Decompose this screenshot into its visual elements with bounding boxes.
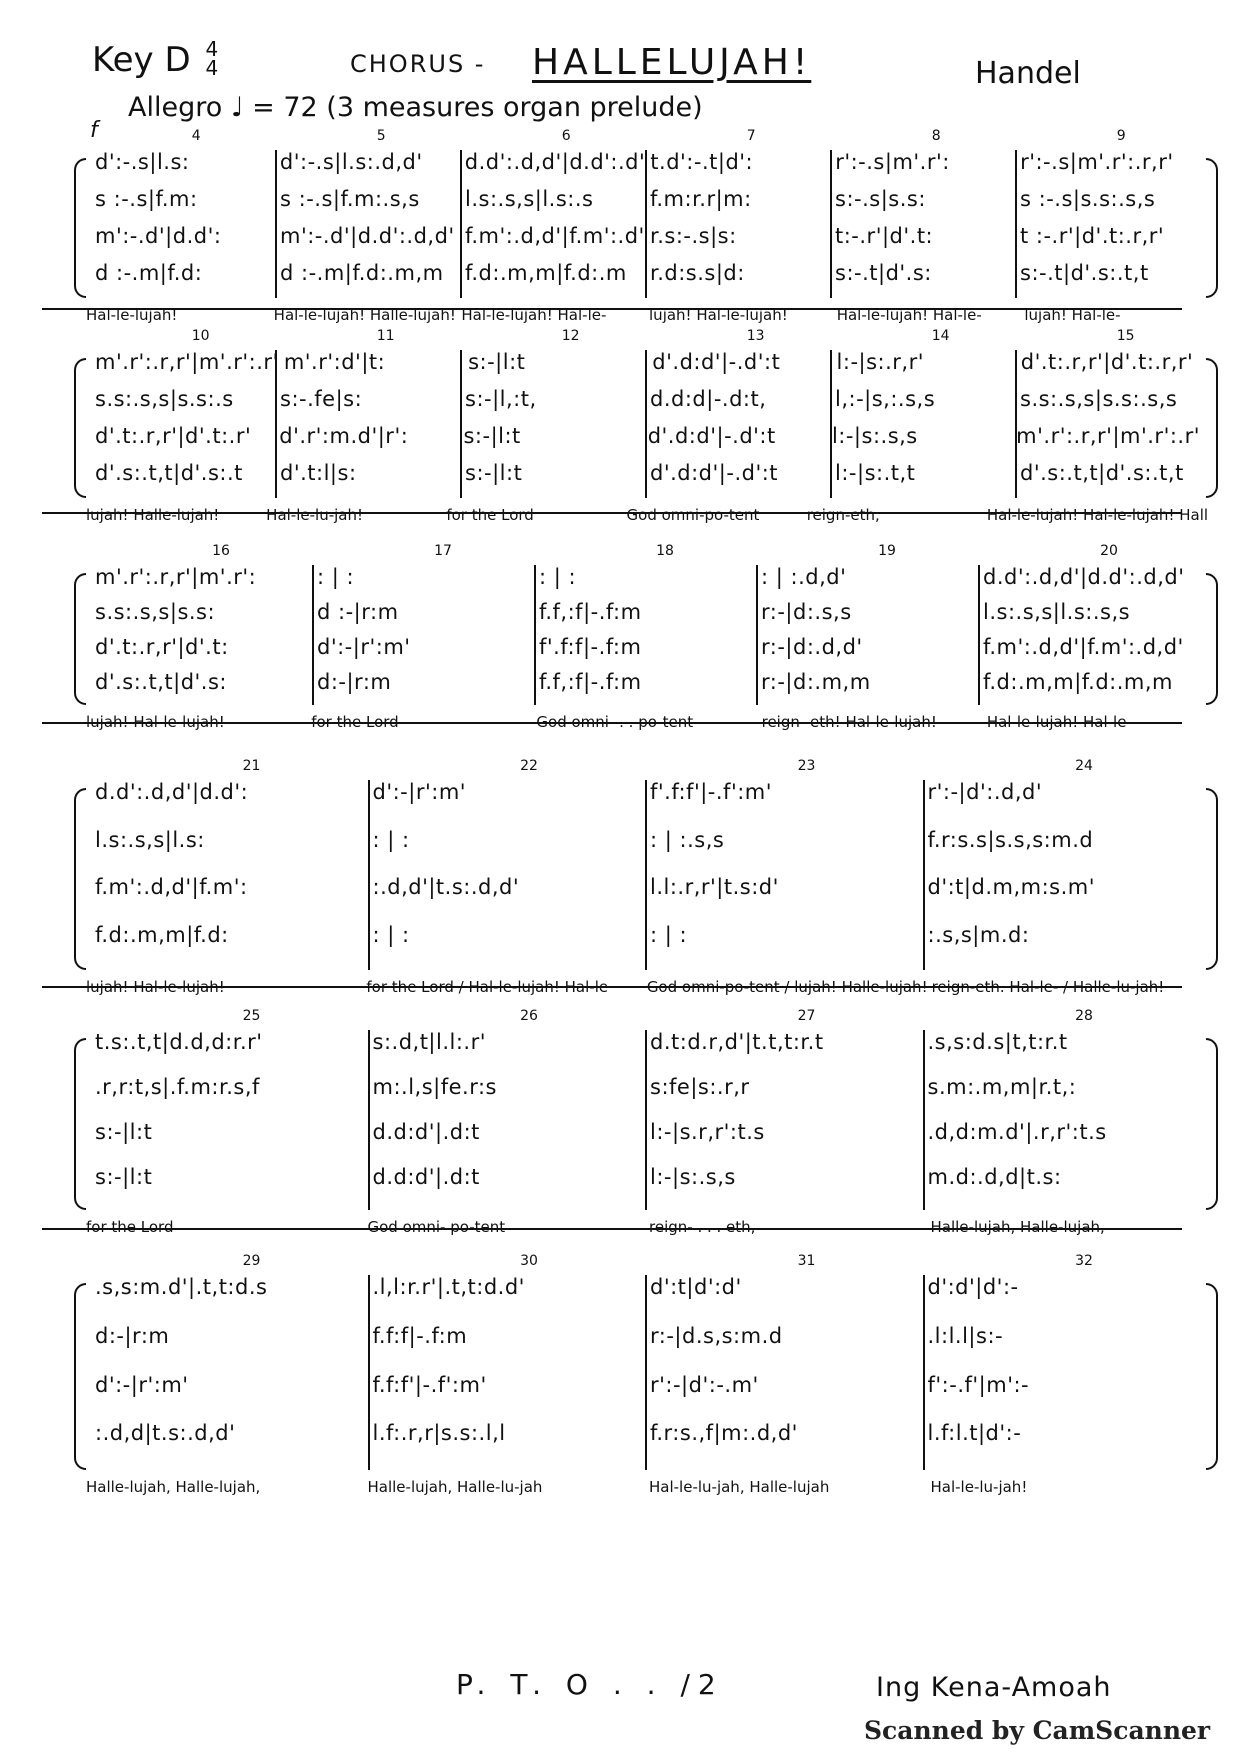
solfa-measure: d':-.s|l.s: — [95, 150, 190, 174]
voice-line-tenor — [90, 875, 1200, 907]
solfa-measure: : | :.d,d' — [761, 565, 847, 589]
solfa-measure: l.s:.s,s|l.s:.s,s — [983, 600, 1131, 624]
solfa-measure: m':-.d'|d.d':.d,d' — [280, 224, 455, 248]
lyric-text: Hal-le-lujah! Halle-lujah! — [273, 306, 456, 324]
solfa-measure: :.d,d'|t.s:.d,d' — [372, 875, 520, 899]
solfa-measure: d :-.m|f.d:.m,m — [280, 261, 444, 285]
voice-line-tenor — [90, 1373, 1200, 1405]
solfa-measure: f.d:.m,m|f.d:.m — [465, 261, 627, 285]
time-signature-bottom: 4 — [205, 56, 219, 80]
solfa-measure: s:-|l:t — [95, 1120, 153, 1144]
solfa-measure: r':-.s|m'.r':.r,r' — [1020, 150, 1174, 174]
lyric-text: Hal-le-lujah! Hal-le- — [986, 713, 1132, 731]
key-label: Key D — [92, 40, 191, 80]
left-brace — [74, 158, 86, 298]
measure-number: 9 — [1116, 128, 1126, 144]
solfa-measure: l:-|s:.s,s — [650, 1165, 736, 1189]
measure-number: 23 — [797, 758, 816, 774]
measure-number: 5 — [376, 128, 386, 144]
solfa-measure: f.m':.d,d'|f.m':.d' — [465, 224, 645, 248]
solfa-measure: d.d:d'|.d:t — [372, 1120, 480, 1144]
solfa-measure: f.f,:f|-.f:m — [539, 600, 642, 624]
lyric-text: Hal-le-lujah! Hal-le- — [836, 306, 982, 324]
voice-line-bass — [90, 1165, 1200, 1197]
measure-number: 31 — [797, 1253, 816, 1269]
measure-number: 21 — [242, 758, 261, 774]
solfa-measure: d:-|r:m — [95, 1323, 170, 1348]
dynamic-marking: f — [90, 118, 98, 143]
measure-number: 7 — [746, 128, 756, 144]
solfa-measure: f':-.f'|m':- — [927, 1372, 1030, 1397]
time-signature-top: 4 — [205, 37, 219, 61]
solfa-measure: r':-.s|m'.r': — [835, 150, 950, 174]
solfa-measure: f'.f:f'|-.f':m' — [650, 780, 773, 804]
voice-line-tenor — [90, 424, 1200, 456]
voice-line-tenor — [90, 1120, 1200, 1152]
lyric-text: lujah! Hal-le-lujah! — [86, 713, 225, 731]
solfa-measure: d':-|r':m' — [317, 635, 411, 659]
solfa-measure: d'.d:d'|-.d':t — [650, 461, 779, 485]
lyric-text: reign- eth! Hal-le-lujah! — [761, 713, 937, 731]
solfa-measure: s.s:.s,s|s.s:.s,s — [1020, 387, 1178, 411]
voice-line-alto — [90, 1324, 1200, 1356]
voice-line-soprano — [90, 150, 1200, 182]
measure-number: 15 — [1116, 328, 1135, 344]
left-brace — [74, 358, 86, 498]
lyric-text: for the Lord — [86, 1218, 174, 1236]
solfa-measure: d'.t:l|s: — [280, 461, 357, 485]
solfa-measure: d:-|r:m — [317, 670, 392, 694]
right-brace — [1206, 573, 1218, 705]
solfa-measure: r.d:s.s|d: — [650, 261, 745, 285]
solfa-measure: l:-|s:.r,r' — [836, 350, 925, 374]
measure-number: 32 — [1075, 1253, 1093, 1269]
lyrics-line — [82, 1478, 1208, 1502]
left-brace — [74, 1038, 86, 1210]
lyric-text: Hal-le-lu-jah, Halle-lujah — [649, 1478, 830, 1496]
arranger-name: Ing Kena-Amoah — [876, 1672, 1112, 1703]
solfa-measure: f.m:r.r|m: — [650, 187, 752, 211]
solfa-measure: d.d:d'|.d:t — [372, 1165, 480, 1189]
right-brace — [1206, 358, 1218, 498]
solfa-measure: t.d':-.t|d': — [650, 150, 754, 174]
solfa-measure: : | : — [372, 922, 410, 947]
solfa-measure: s:-|l:t — [463, 424, 521, 448]
solfa-measure: :.s,s|m.d: — [927, 922, 1030, 947]
solfa-measure: l,:-|s,:.s,s — [835, 387, 936, 411]
solfa-measure: r':-|d':.d,d' — [927, 780, 1043, 804]
solfa-measure: s:-.s|s.s: — [835, 187, 926, 211]
system-separator — [42, 308, 1182, 310]
voice-line-alto — [90, 1075, 1200, 1107]
measure-number: 29 — [242, 1253, 261, 1269]
solfa-measure: m'.r':d'|t: — [283, 350, 386, 374]
voice-line-alto — [90, 387, 1200, 419]
solfa-measure: d.d':.d,d'|d.d': — [95, 780, 249, 804]
solfa-measure: :.d,d|t.s:.d,d' — [95, 1421, 236, 1446]
measure-number: 8 — [931, 128, 941, 144]
right-brace — [1206, 1038, 1218, 1210]
system-separator — [42, 512, 1182, 514]
measure-numbers — [76, 543, 1216, 561]
lyric-text: Halle-lujah, Halle-lu-jah — [367, 1478, 543, 1496]
solfa-measure: f.d:.m,m|f.d:.m,m — [983, 670, 1173, 694]
solfa-measure: d :-|r:m — [317, 600, 399, 624]
lyrics-line — [82, 506, 1208, 530]
lyric-text: Hal-le-lu-jah! — [930, 1478, 1028, 1496]
solfa-measure: d':-|r':m' — [95, 1372, 189, 1397]
solfa-measure: d':-|r':m' — [372, 780, 467, 804]
page-turn-note: P. T. O . . /2 — [456, 1668, 724, 1701]
time-signature — [205, 37, 219, 80]
solfa-measure: s :-.s|f.m:.s,s — [280, 187, 420, 211]
measure-number: 13 — [746, 328, 765, 344]
music-system — [76, 328, 1216, 538]
solfa-measure: s:.d,t|l.l:.r' — [372, 1030, 487, 1054]
solfa-measure: d'.t:.r,r'|d'.t:.r' — [95, 424, 252, 448]
solfa-measure: s:-.fe|s: — [280, 387, 363, 411]
voice-line-bass — [90, 261, 1200, 293]
measure-number: 19 — [878, 543, 896, 559]
solfa-measure: .l,l:r.r'|.t,t:d.d' — [372, 1275, 525, 1299]
lyric-text: Halle-lujah, Halle-lujah, — [930, 1218, 1105, 1236]
solfa-measure: s :-.s|f.m: — [95, 187, 198, 211]
solfa-measure: l:-|s:.s,s — [831, 424, 918, 448]
measure-number: 18 — [656, 543, 674, 559]
composer: Handel — [975, 56, 1081, 91]
lyric-text: Hal-le-lu-jah! — [266, 506, 363, 524]
solfa-measure: d.t:d.r,d'|t.t,t:r.t — [650, 1030, 824, 1054]
lyric-text: God omni-po-tent — [626, 506, 760, 524]
measure-number: 27 — [797, 1008, 816, 1024]
solfa-measure: m'.r':.r,r'|m'.r': — [95, 565, 257, 589]
measure-number: 25 — [242, 1008, 261, 1024]
solfa-measure: s.s:.s,s|s.s:.s — [95, 387, 234, 411]
voice-line-bass — [90, 1421, 1200, 1453]
solfa-measure: .d,d:m.d'|.r,r':t.s — [927, 1120, 1107, 1144]
scanner-watermark: Scanned by CamScanner — [864, 1716, 1211, 1745]
voice-line-soprano — [90, 780, 1200, 812]
solfa-measure: s.s:.s,s|s.s: — [95, 600, 216, 624]
solfa-measure: d'.s:.t,t|d'.s:.t,t — [1020, 461, 1184, 485]
tempo-marking: Allegro ♩ = 72 (3 measures organ prelude) — [128, 92, 703, 123]
solfa-measure: r:-|d.s,s:m.d — [650, 1323, 783, 1348]
left-brace — [74, 1283, 86, 1470]
solfa-measure: d.d':.d,d'|d.d':.d' — [464, 150, 646, 174]
solfa-measure: s:-|l:t — [465, 461, 523, 485]
solfa-measure: : | : — [539, 565, 577, 589]
measure-number: 17 — [434, 543, 452, 559]
solfa-measure: s:-.t|d'.s:.t,t — [1020, 261, 1149, 285]
left-brace — [74, 573, 86, 705]
solfa-measure: s:-|l:t — [468, 350, 526, 374]
solfa-measure: s:-.t|d'.s: — [835, 261, 932, 285]
solfa-measure: f.f,:f|-.f:m — [539, 670, 642, 694]
key-signature — [92, 37, 219, 80]
solfa-measure: l.s:.s,s|l.s:.s — [465, 187, 594, 211]
measure-number: 28 — [1075, 1008, 1093, 1024]
system-separator — [42, 1228, 1182, 1230]
solfa-measure: .l:l.l|s:- — [927, 1323, 1004, 1348]
measure-numbers — [76, 328, 1216, 346]
lyric-text: reign- . . . eth, — [649, 1218, 756, 1236]
measure-number: 22 — [520, 758, 538, 774]
solfa-measure: f.r:s.s|s.s,s:m.d — [927, 827, 1094, 852]
solfa-measure: d.d':.d,d'|d.d':.d,d' — [983, 565, 1185, 589]
voice-line-alto — [90, 600, 1200, 632]
solfa-measure: d'.t:.r,r'|d'.t:.r,r' — [1020, 350, 1194, 374]
music-system — [76, 1008, 1216, 1250]
solfa-measure: d'.r':m.d'|r': — [279, 424, 409, 448]
solfa-measure: r:-|d:.s,s — [761, 600, 852, 624]
measure-numbers — [76, 1008, 1216, 1026]
solfa-measure: t:-.r'|d'.t: — [835, 224, 934, 248]
lyrics-line — [82, 978, 1208, 1002]
music-system — [76, 1253, 1216, 1510]
solfa-measure: m'.r':.r,r'|m'.r':.r' — [1016, 424, 1200, 448]
lyric-text: reign-eth. Hal-le- / Halle-lu-jah! — [931, 978, 1165, 996]
chorus-label: CHORUS - — [350, 50, 486, 78]
measure-number: 26 — [520, 1008, 538, 1024]
voice-line-bass — [90, 923, 1200, 955]
solfa-measure: m'.r':.r,r'|m'.r':.r' — [95, 350, 279, 374]
lyric-text: Halle-lujah, Halle-lujah, — [86, 1478, 261, 1496]
left-brace — [74, 788, 86, 970]
voice-line-soprano — [90, 1030, 1200, 1062]
system-separator — [42, 986, 1182, 988]
right-brace — [1206, 788, 1218, 970]
voice-line-soprano — [90, 1275, 1200, 1307]
measure-number: 11 — [376, 328, 395, 344]
solfa-measure: .r,r:t,s|.f.m:r.s,f — [95, 1075, 260, 1099]
solfa-measure: m.d:.d,d|t.s: — [927, 1165, 1062, 1189]
solfa-measure: .s,s:d.s|t,t:r.t — [927, 1030, 1068, 1054]
solfa-measure: r.s:-.s|s: — [650, 224, 737, 248]
measure-number: 6 — [561, 128, 571, 144]
solfa-measure: l.f:l.t|d':- — [927, 1421, 1022, 1446]
voice-line-bass — [90, 461, 1200, 493]
solfa-measure: m:.l,s|fe.r:s — [372, 1075, 498, 1099]
lyric-text: God omni- po-tent — [367, 1218, 506, 1236]
measure-number: 12 — [561, 328, 580, 344]
solfa-measure: f.r:s.,f|m:.d,d' — [650, 1421, 798, 1446]
system-separator — [42, 722, 1182, 724]
solfa-measure: d'.d:d'|-.d':t — [652, 350, 781, 374]
lyric-text: for the Lord — [446, 506, 534, 524]
solfa-measure: l:-|s:.t,t — [835, 461, 916, 485]
lyric-text: Hal-le-lujah! — [86, 306, 178, 324]
solfa-measure: d.d:d|-.d:t, — [650, 387, 767, 411]
lyric-text: God omni-po-tent / lujah! Halle-lujah! — [646, 978, 928, 996]
lyric-text: reign-eth, — [806, 506, 880, 524]
measure-number: 16 — [212, 543, 230, 559]
measure-number: 30 — [520, 1253, 538, 1269]
right-brace — [1206, 158, 1218, 298]
solfa-measure: d':t|d':d' — [650, 1275, 742, 1299]
measure-number: 10 — [191, 328, 210, 344]
solfa-measure: f'.f:f|-.f:m — [539, 635, 642, 659]
solfa-measure: : | : — [650, 922, 688, 947]
solfa-measure: d'.t:.r,r'|d'.t: — [95, 635, 229, 659]
lyrics-line — [82, 713, 1208, 737]
page-title: HALLELUJAH! — [532, 42, 812, 83]
voice-line-soprano — [90, 565, 1200, 597]
measure-numbers — [76, 758, 1216, 776]
music-system — [76, 543, 1216, 745]
voice-line-alto — [90, 828, 1200, 860]
solfa-measure: f.m':.d,d'|f.m':.d,d' — [983, 635, 1184, 659]
voice-line-bass — [90, 670, 1200, 702]
solfa-measure: d':d'|d':- — [927, 1275, 1019, 1299]
voice-line-soprano — [90, 350, 1200, 382]
solfa-measure: .s,s:m.d'|.t,t:d.s — [95, 1275, 268, 1299]
solfa-measure: f.f:f|-.f:m — [372, 1323, 468, 1348]
lyrics-line — [82, 1218, 1208, 1242]
solfa-measure: s:-|l:t — [95, 1165, 153, 1189]
solfa-measure: : | :.s,s — [650, 827, 725, 852]
lyric-text: God omni- . . po-tent — [536, 713, 694, 731]
solfa-measure: r:-|d:.d,d' — [761, 635, 863, 659]
solfa-measure: : | : — [372, 827, 410, 852]
lyric-text: for the Lord / Hal-le-lujah! Hal-le — [366, 978, 609, 996]
solfa-measure: : | : — [317, 565, 355, 589]
measure-numbers — [76, 1253, 1216, 1271]
solfa-measure: d :-.m|f.d: — [95, 261, 203, 285]
lyric-text: lujah! Halle-lujah! — [86, 506, 220, 524]
measure-number: 20 — [1100, 543, 1118, 559]
solfa-measure: r:-|d:.m,m — [761, 670, 871, 694]
solfa-measure: m':-.d'|d.d': — [95, 224, 222, 248]
solfa-measure: d':t|d.m,m:s.m' — [927, 875, 1096, 899]
voice-line-alto — [90, 187, 1200, 219]
solfa-measure: s:-|l,:t, — [465, 387, 537, 411]
lyric-text: for the Lord — [311, 713, 399, 731]
solfa-measure: s.m:.m,m|r.t,: — [927, 1075, 1077, 1099]
solfa-measure: s:fe|s:.r,r — [650, 1075, 750, 1099]
lyric-text: lujah! Hal-le- — [1024, 306, 1121, 324]
solfa-measure: r':-|d':-.m' — [650, 1372, 759, 1397]
lyric-text: lujah! Hal-le-lujah! — [86, 978, 225, 996]
solfa-measure: f.d:.m,m|f.d: — [95, 922, 229, 947]
right-brace — [1206, 1283, 1218, 1470]
solfa-measure: l:-|s.r,r':t.s — [650, 1120, 765, 1144]
solfa-measure: l.f:.r,r|s.s:.l,l — [372, 1421, 506, 1446]
solfa-measure: f.f:f'|-.f':m' — [372, 1372, 487, 1397]
solfa-measure: d'.d:d'|-.d':t — [647, 424, 776, 448]
solfa-measure: d':-.s|l.s:.d,d' — [279, 150, 423, 174]
measure-number: 4 — [191, 128, 201, 144]
measure-number: 24 — [1075, 758, 1093, 774]
measure-numbers — [76, 128, 1216, 146]
music-system — [76, 758, 1216, 1010]
lyric-text: lujah! Hal-le-lujah! — [649, 306, 788, 324]
voice-line-tenor — [90, 224, 1200, 256]
lyric-text: Hal-le-lujah! Hal-le- — [461, 306, 607, 324]
solfa-measure: d'.s:.t,t|d'.s: — [95, 670, 227, 694]
measure-number: 14 — [931, 328, 950, 344]
solfa-measure: t :-.r'|d'.t:.r,r' — [1020, 224, 1165, 248]
solfa-measure: t.s:.t,t|d.d,d:r.r' — [95, 1030, 263, 1054]
solfa-measure: f.m':.d,d'|f.m': — [95, 875, 248, 899]
lyric-text: Hal-le-lujah! Hal-le-lujah! Hall — [986, 506, 1209, 524]
solfa-measure: s :-.s|s.s:.s,s — [1020, 187, 1156, 211]
solfa-measure: l.s:.s,s|l.s: — [95, 827, 205, 852]
voice-line-tenor — [90, 635, 1200, 667]
solfa-measure: d'.s:.t,t|d'.s:.t — [95, 461, 243, 485]
solfa-measure: l.l:.r,r'|t.s:d' — [650, 875, 779, 899]
